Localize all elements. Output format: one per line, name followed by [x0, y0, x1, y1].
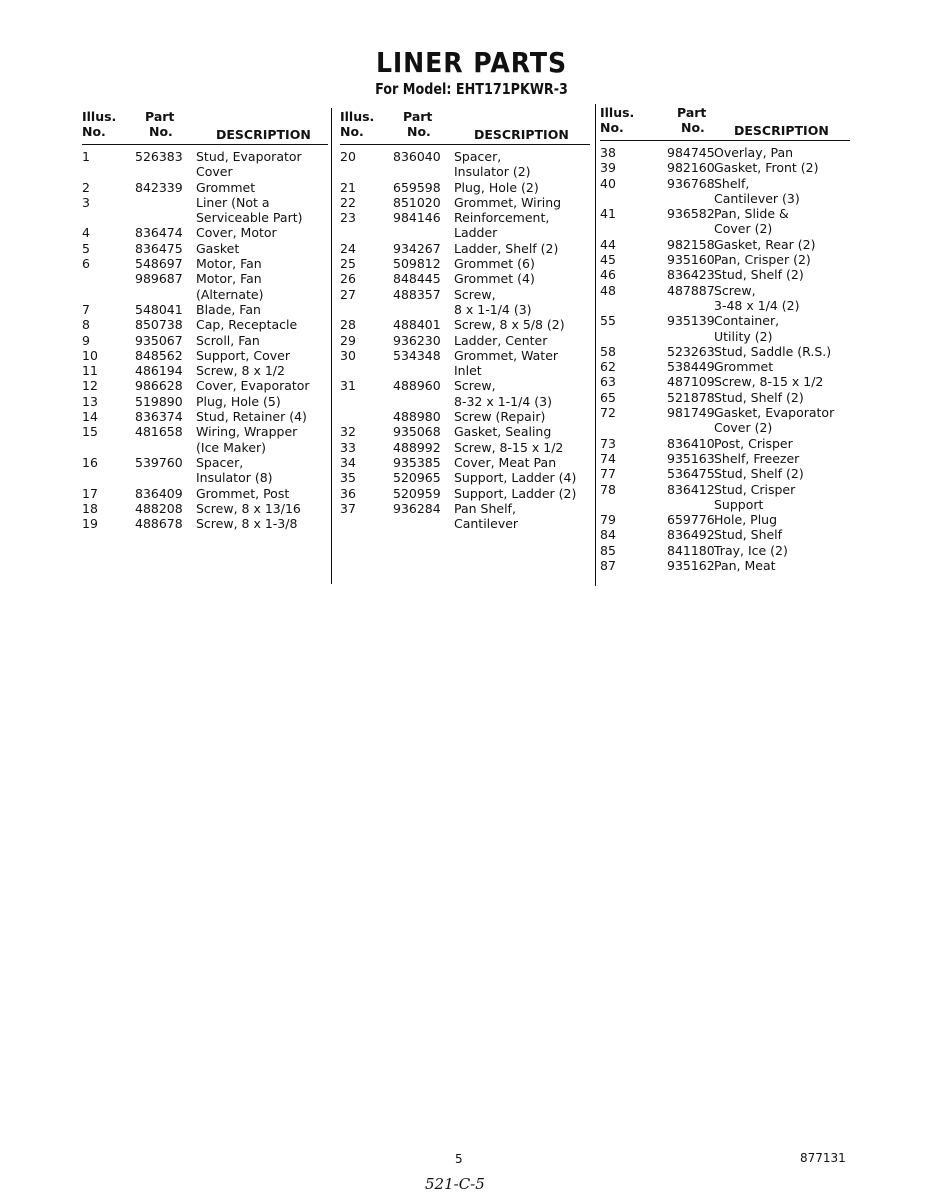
part-number: 487887: [667, 282, 715, 298]
part-number: 935385: [393, 454, 441, 470]
table-header: [600, 104, 850, 140]
table-row: [340, 317, 590, 332]
part-description: Gasket, Sealing: [454, 424, 552, 440]
header-part-1: Part: [145, 109, 175, 124]
part-description: Cap, Receptacle: [196, 317, 298, 333]
part-number: 982158: [667, 236, 715, 252]
part-number: 659776: [667, 512, 715, 528]
part-number: 982160: [667, 160, 715, 176]
table-header: [82, 108, 328, 144]
part-description: Reinforcement, Ladder: [454, 210, 550, 241]
header-description: DESCRIPTION: [216, 127, 311, 142]
part-description: Screw, 8 x 13/16: [196, 500, 301, 516]
illus-number: 72: [600, 405, 616, 421]
part-description: Cover, Meat Pan: [454, 454, 557, 470]
table-row: [340, 180, 590, 195]
part-number: 935160: [667, 252, 715, 268]
part-description: Stud, Evaporator Cover: [196, 149, 302, 180]
part-description: Pan Shelf, Cantilever: [454, 500, 519, 532]
part-description: Blade, Fan: [196, 301, 261, 317]
illus-number: 10: [82, 347, 98, 363]
illus-number: 39: [600, 160, 616, 176]
illus-number: 25: [340, 256, 356, 272]
part-description: Ladder, Center: [454, 332, 548, 348]
part-number: 836040: [393, 149, 441, 164]
illus-number: 55: [600, 313, 616, 329]
table-row: [600, 558, 850, 573]
part-number: 851020: [393, 194, 441, 210]
part-description: Grommet, Post: [196, 485, 290, 501]
illus-number: 33: [340, 439, 356, 455]
table-row: [340, 333, 590, 348]
part-number: 486194: [135, 363, 183, 379]
table-row: [82, 195, 328, 226]
illus-number: 20: [340, 149, 356, 164]
table-row: [340, 271, 590, 286]
parts-column-2: [340, 108, 590, 531]
table-row: [340, 470, 590, 485]
part-number: 519890: [135, 393, 183, 409]
part-description: Ladder, Shelf (2): [454, 240, 559, 256]
part-number: 848562: [135, 347, 183, 363]
illus-number: 3: [82, 194, 90, 210]
table-row: [600, 436, 850, 451]
table-row: [82, 378, 328, 393]
illus-number: 29: [340, 332, 356, 348]
handwritten-note: 521-C-5: [425, 1175, 485, 1193]
part-description: Stud, Shelf: [714, 527, 783, 543]
part-description: Grommet, Wiring: [454, 194, 562, 210]
table-row: [600, 206, 850, 237]
illus-number: 63: [600, 374, 616, 390]
table-row: [340, 424, 590, 439]
header-description: DESCRIPTION: [474, 127, 569, 142]
table-row: [82, 394, 328, 409]
illus-number: 6: [82, 256, 90, 272]
illus-number: 17: [82, 485, 98, 501]
illus-number: 7: [82, 301, 90, 317]
header-part-2: No.: [681, 120, 705, 135]
part-description: Stud, Shelf (2): [714, 466, 804, 482]
part-description: Plug, Hole (5): [196, 393, 281, 409]
table-row: [82, 333, 328, 348]
header-rule: [600, 140, 850, 141]
part-description: Screw, 3-48 x 1/4 (2): [714, 282, 800, 313]
illus-number: 24: [340, 240, 356, 256]
table-row: [82, 363, 328, 378]
part-description: Screw, 8 x 1/2: [196, 363, 285, 379]
part-number: 986628: [135, 378, 183, 394]
part-description: Grommet: [196, 179, 256, 195]
illus-number: 16: [82, 454, 98, 470]
table-row: [600, 313, 850, 344]
table-row: [82, 180, 328, 195]
part-description: Screw, 8 x 1-1/4 (3): [454, 286, 532, 317]
part-number: 488980: [393, 409, 441, 425]
illus-number: 45: [600, 252, 616, 268]
illus-number: 14: [82, 409, 98, 425]
part-description: Tray, Ice (2): [714, 542, 788, 558]
header-illus-1: Illus.: [340, 109, 375, 124]
page-title: LINER PARTS: [375, 46, 568, 79]
part-number: 848445: [393, 271, 441, 287]
part-description: Overlay, Pan: [714, 145, 794, 160]
document-number: 877131: [800, 1151, 846, 1165]
part-description: Screw, 8-32 x 1-1/4 (3): [454, 378, 552, 409]
part-description: Scroll, Fan: [196, 332, 260, 348]
part-description: Stud, Shelf (2): [714, 267, 804, 283]
illus-number: 48: [600, 282, 616, 298]
part-number: 935139: [667, 313, 715, 329]
part-description: Motor, Fan (Alternate): [196, 271, 264, 302]
header-rule: [82, 144, 328, 145]
part-number: 935163: [667, 450, 715, 466]
part-number: 836423: [667, 267, 715, 283]
part-number: 842339: [135, 179, 183, 195]
illus-number: 40: [600, 175, 616, 191]
table-row: [340, 348, 590, 379]
table-row: [340, 210, 590, 241]
part-number: 536475: [667, 466, 715, 482]
part-number: 936768: [667, 175, 715, 191]
part-description: Pan, Crisper (2): [714, 252, 811, 268]
illus-number: 58: [600, 343, 616, 359]
part-number: 935162: [667, 558, 715, 574]
illus-number: 15: [82, 424, 98, 440]
part-number: 481658: [135, 424, 183, 440]
part-number: 520959: [393, 485, 441, 501]
part-description: Grommet, Water Inlet: [454, 347, 559, 379]
illus-number: 87: [600, 558, 616, 574]
illus-number: 13: [82, 393, 98, 409]
part-number: 526383: [135, 149, 183, 164]
header-rule: [340, 144, 590, 145]
table-row: [340, 256, 590, 271]
part-number: 934267: [393, 240, 441, 256]
part-number: 487109: [667, 374, 715, 390]
part-description: Wiring, Wrapper (Ice Maker): [196, 424, 298, 455]
illus-number: 22: [340, 194, 356, 210]
part-description: Spacer, Insulator (2): [454, 149, 531, 180]
part-description: Screw, 8 x 5/8 (2): [454, 317, 565, 333]
part-description: Hole, Plug: [714, 512, 778, 528]
table-row: [340, 486, 590, 501]
table-row: [600, 482, 850, 513]
illus-number: 46: [600, 267, 616, 283]
illus-number: 79: [600, 512, 616, 528]
header-illus-2: No.: [82, 124, 106, 139]
table-row: [340, 378, 590, 409]
table-row: [600, 405, 850, 436]
part-number: 509812: [393, 256, 441, 272]
illus-number: 78: [600, 481, 616, 497]
part-number: 488960: [393, 378, 441, 394]
illus-number: 26: [340, 271, 356, 287]
table-row: [82, 501, 328, 516]
table-row: [82, 348, 328, 363]
header-part-2: No.: [407, 124, 431, 139]
column-divider: [595, 104, 596, 586]
illus-number: 11: [82, 363, 98, 379]
illus-number: 85: [600, 542, 616, 558]
illus-number: 1: [82, 149, 90, 164]
part-number: 984745: [667, 145, 715, 160]
table-row: [82, 256, 328, 271]
part-description: Screw (Repair): [454, 409, 546, 425]
table-row: [600, 451, 850, 466]
parts-column-1: [82, 108, 328, 531]
table-row: [82, 424, 328, 455]
part-description: Gasket: [196, 240, 240, 256]
table-row: [600, 176, 850, 207]
part-number: 488678: [135, 516, 183, 532]
table-row: [600, 359, 850, 374]
illus-number: 12: [82, 378, 98, 394]
table-row: [600, 252, 850, 267]
illus-number: 38: [600, 145, 616, 160]
table-row: [600, 267, 850, 282]
header-part-1: Part: [677, 105, 707, 120]
illus-number: 74: [600, 450, 616, 466]
part-description: Cover, Motor: [196, 225, 277, 241]
illus-number: 18: [82, 500, 98, 516]
illus-number: 65: [600, 389, 616, 405]
part-number: 935068: [393, 424, 441, 440]
part-description: Pan, Slide & Cover (2): [714, 206, 789, 237]
column-divider: [331, 108, 332, 584]
illus-number: 34: [340, 454, 356, 470]
part-description: Stud, Retainer (4): [196, 409, 307, 425]
part-number: 488401: [393, 317, 441, 333]
part-description: Grommet: [714, 359, 774, 375]
header-illus-2: No.: [600, 120, 624, 135]
part-description: Container, Utility (2): [714, 313, 780, 344]
table-header: [340, 108, 590, 144]
illus-number: 27: [340, 286, 356, 302]
part-description: Shelf, Freezer: [714, 450, 800, 466]
part-number: 520965: [393, 470, 441, 486]
illus-number: 5: [82, 240, 90, 256]
table-row: [340, 241, 590, 256]
part-number: 836474: [135, 225, 183, 241]
illus-number: 31: [340, 378, 356, 394]
table-row: [600, 344, 850, 359]
parts-column-3: [600, 104, 850, 573]
illus-number: 23: [340, 210, 356, 226]
illus-number: 21: [340, 179, 356, 195]
illus-number: 4: [82, 225, 90, 241]
header-illus-2: No.: [340, 124, 364, 139]
header-description: DESCRIPTION: [734, 123, 829, 138]
part-number: 836475: [135, 240, 183, 256]
part-description: Post, Crisper: [714, 435, 793, 451]
table-row: [600, 145, 850, 160]
illus-number: 84: [600, 527, 616, 543]
part-description: Screw, 8-15 x 1/2: [454, 439, 564, 455]
part-number: 538449: [667, 359, 715, 375]
part-number: 548041: [135, 301, 183, 317]
header-illus-1: Illus.: [82, 109, 117, 124]
part-number: 659598: [393, 179, 441, 195]
table-row: [340, 195, 590, 210]
part-description: Support, Ladder (2): [454, 485, 577, 501]
part-description: Stud, Saddle (R.S.): [714, 343, 832, 359]
part-number: 935067: [135, 332, 183, 348]
part-number: 539760: [135, 454, 183, 470]
illus-number: 9: [82, 332, 90, 348]
part-number: 836410: [667, 435, 715, 451]
part-number: 989687: [135, 271, 183, 287]
part-number: 488357: [393, 286, 441, 302]
table-row: [340, 501, 590, 532]
part-number: 521878: [667, 389, 715, 405]
part-number: 850738: [135, 317, 183, 333]
table-row: [82, 149, 328, 180]
part-description: Grommet (4): [454, 271, 535, 287]
table-row: [600, 466, 850, 481]
illus-number: 37: [340, 500, 356, 516]
table-row: [600, 283, 850, 314]
illus-number: 30: [340, 347, 356, 363]
part-description: Stud, Shelf (2): [714, 389, 804, 405]
part-number: 836374: [135, 409, 183, 425]
part-description: Support, Cover: [196, 347, 290, 363]
table-row: [600, 527, 850, 542]
illus-number: 28: [340, 317, 356, 333]
part-description: Gasket, Evaporator Cover (2): [714, 405, 835, 436]
illus-number: 19: [82, 516, 98, 532]
part-number: 981749: [667, 405, 715, 421]
table-row: [82, 241, 328, 256]
model-subtitle: For Model: EHT171PKWR-3: [375, 80, 568, 98]
table-row: [82, 409, 328, 424]
page-number: 5: [455, 1152, 463, 1166]
part-description: Grommet (6): [454, 256, 535, 272]
header-part-1: Part: [403, 109, 433, 124]
part-description: Screw, 8 x 1-3/8: [196, 516, 298, 532]
illus-number: 41: [600, 206, 616, 222]
table-row: [82, 455, 328, 486]
part-description: Gasket, Rear (2): [714, 236, 816, 252]
table-row: [600, 237, 850, 252]
part-description: Cover, Evaporator: [196, 378, 310, 394]
part-description: Stud, Crisper Support: [714, 481, 796, 512]
illus-number: 2: [82, 179, 90, 195]
part-number: 488208: [135, 500, 183, 516]
part-description: Shelf, Cantilever (3): [714, 175, 800, 206]
table-row: [600, 512, 850, 527]
part-description: Plug, Hole (2): [454, 179, 539, 195]
table-row: [340, 455, 590, 470]
part-number: 836492: [667, 527, 715, 543]
illus-number: 36: [340, 485, 356, 501]
part-number: 548697: [135, 256, 183, 272]
part-number: 836412: [667, 481, 715, 497]
part-number: 936230: [393, 332, 441, 348]
table-row: [82, 225, 328, 240]
table-row: [600, 160, 850, 175]
table-row: [82, 516, 328, 531]
table-row: [340, 287, 590, 318]
table-row: [340, 409, 590, 424]
part-description: Support, Ladder (4): [454, 470, 577, 486]
part-number: 534348: [393, 347, 441, 363]
table-row: [600, 374, 850, 389]
illus-number: 35: [340, 470, 356, 486]
table-row: [340, 440, 590, 455]
part-description: Liner (Not a Serviceable Part): [196, 194, 303, 226]
header-illus-1: Illus.: [600, 105, 635, 120]
table-row: [600, 390, 850, 405]
part-number: 984146: [393, 210, 441, 226]
part-description: Gasket, Front (2): [714, 160, 819, 176]
table-row: [600, 543, 850, 558]
part-description: Spacer, Insulator (8): [196, 454, 273, 486]
illus-number: 32: [340, 424, 356, 440]
part-number: 523263: [667, 343, 715, 359]
part-description: Pan, Meat: [714, 558, 776, 574]
part-number: 936284: [393, 500, 441, 516]
illus-number: 8: [82, 317, 90, 333]
header-part-2: No.: [149, 124, 173, 139]
part-number: 836409: [135, 485, 183, 501]
illus-number: 44: [600, 236, 616, 252]
part-number: 488992: [393, 439, 441, 455]
illus-number: 73: [600, 435, 616, 451]
illus-number: 77: [600, 466, 616, 482]
table-row: [82, 302, 328, 317]
illus-number: 62: [600, 359, 616, 375]
part-number: 936582: [667, 206, 715, 222]
part-description: Screw, 8-15 x 1/2: [714, 374, 824, 390]
table-row: [82, 317, 328, 332]
table-row: [340, 149, 590, 180]
table-row: [82, 486, 328, 501]
part-description: Motor, Fan: [196, 256, 262, 272]
table-row: [82, 271, 328, 302]
part-number: 841180: [667, 542, 715, 558]
